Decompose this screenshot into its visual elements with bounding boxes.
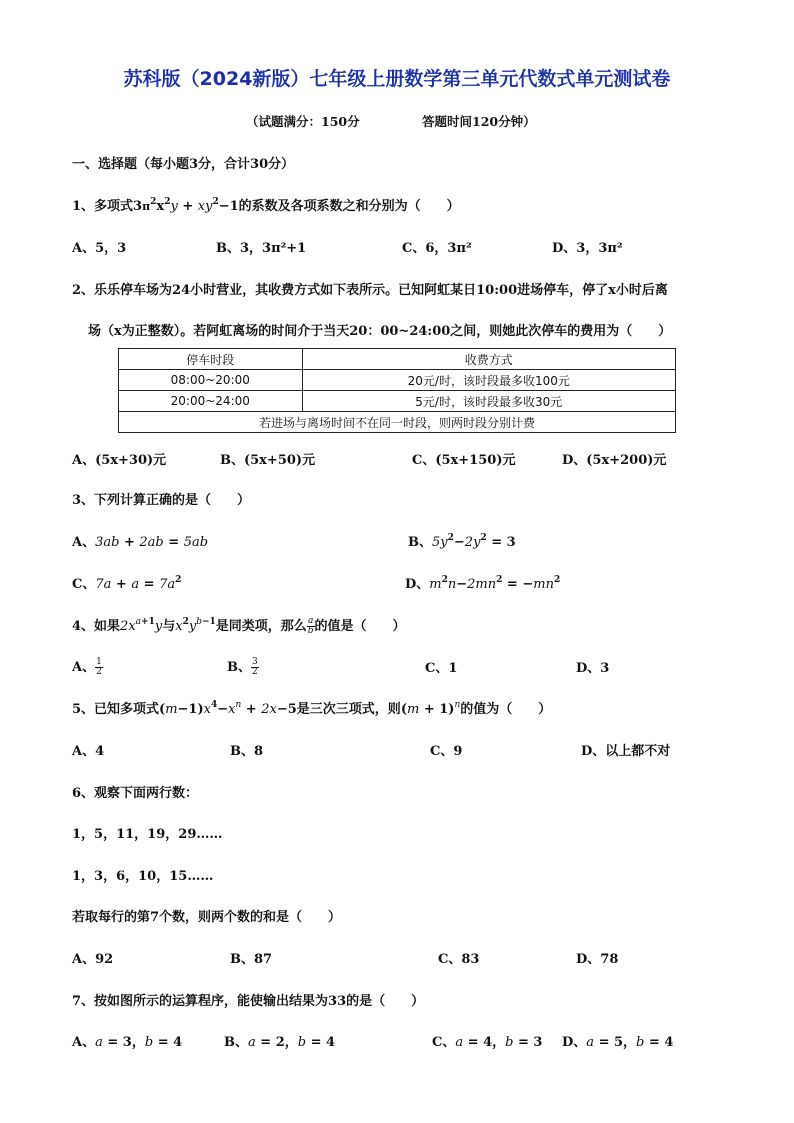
fee-table-cell: 08:00~20:00 [119,370,303,391]
fee-table-header: 停车时段 [119,349,303,370]
q1-suffix: 的系数及各项系数之和分别为（ ） [238,199,460,214]
q6-sequence-2: 1，3，6，10，15…… [72,869,214,884]
question-3: 3、下列计算正确的是（ ） [72,493,251,508]
q1-option-c[interactable]: C、6，3π² [402,241,472,256]
q1-option-d[interactable]: D、3，3π² [552,241,623,256]
fee-table-cell: 20元/时，该时段最多收100元 [302,370,675,391]
q6-option-a[interactable]: A、92 [72,952,114,967]
q3-option-a[interactable]: A、3ab + 2ab = 5ab [72,535,209,550]
question-1: 1、多项式$3\pi^2x^2y + xy^2-1$的系数及各项系数之和分别为（ ） [72,197,460,214]
q3-option-d[interactable]: D、$m^2n-2mn^2 = -mn^2$ [405,575,561,592]
score-info: （试题满分：150分 [246,114,360,129]
q5-option-a[interactable]: A、4 [72,744,105,759]
question-2-line1: 2、乐乐停车场为24小时营业，其收费方式如下表所示。已知阿虹某日10:00进场停车，停了x小时后离 [72,283,668,298]
question-4: 4、如果$2x^{a+1}y$与$x^2y^{b-1}$是同类项，那么 $\frac{a}{b}$ 的值是（ ） [72,616,406,636]
q4-option-b[interactable]: B、 $\frac{3}{2}$ [227,657,258,677]
fee-table-note: 若进场与离场时间不在同一时段，则两时段分别计费 [119,412,676,433]
fee-table-cell: 20:00~24:00 [119,391,303,412]
q1-prefix: 1、多项式3 [72,199,143,214]
time-info: 答题时间120分钟） [422,114,536,129]
q4-option-a[interactable]: A、 $\frac{1}{2}$ [72,657,102,677]
q5-option-d[interactable]: D、以上都不对 [581,744,671,759]
q3-option-c[interactable]: C、$7a + a = 7a^2$ [72,575,182,592]
q2-option-d[interactable]: D、(5x+200)元 [562,453,667,468]
question-2-line2: 场（x为正整数）。若阿虹离场的时间介于当天20：00~24:00之间，则她此次停车的费用为（ ） [88,324,672,339]
question-5: 5、已知多项式$(m-1)x^4-x^n + 2x-5$是三次三项式，则$(m + 1)^n$的值为（ ） [72,700,552,717]
fee-table-cell: 5元/时，该时段最多收30元 [302,391,675,412]
q6-option-d[interactable]: D、78 [576,952,619,967]
q1-pi: π [142,200,151,213]
q7-option-c[interactable]: C、a = 4，b = 3 [432,1035,543,1050]
q5-option-b[interactable]: B、8 [230,744,264,759]
q2-option-c[interactable]: C、(5x+150)元 [412,453,516,468]
q2-option-a[interactable]: A、(5x+30)元 [72,453,167,468]
question-6: 6、观察下面两行数： [72,786,199,801]
q4-option-c[interactable]: C、1 [425,661,458,676]
q3-option-b[interactable]: B、$5y^2-2y^2 = 3$ [408,533,516,550]
exam-title: 苏科版（2024新版）七年级上册数学第三单元代数式单元测试卷 [123,68,671,90]
q6-sequence-1: 1，5，11，19，29…… [72,827,223,842]
q6-option-c[interactable]: C、83 [438,952,480,967]
q4-option-d[interactable]: D、3 [576,661,610,676]
q7-option-b[interactable]: B、a = 2，b = 4 [224,1035,336,1050]
fee-table [118,348,676,433]
q7-option-d[interactable]: D、a = 5，b = 4 [562,1035,674,1050]
q1-option-a[interactable]: A、5，3 [72,241,127,256]
fee-table-header: 收费方式 [302,349,675,370]
q2-option-b[interactable]: B、(5x+50)元 [220,453,316,468]
q5-option-c[interactable]: C、9 [430,744,463,759]
question-7: 7、按如图所示的运算程序，能使输出结果为33的是（ ） [72,994,425,1009]
section-heading: 一、选择题（每小题3分，合计30分） [72,157,295,172]
q7-option-a[interactable]: A、a = 3，b = 4 [72,1035,183,1050]
q6-ask: 若取每行的第7个数，则两个数的和是（ ） [72,910,342,925]
q6-option-b[interactable]: B、87 [230,952,273,967]
q1-option-b[interactable]: B、3，3π²+1 [216,241,307,256]
